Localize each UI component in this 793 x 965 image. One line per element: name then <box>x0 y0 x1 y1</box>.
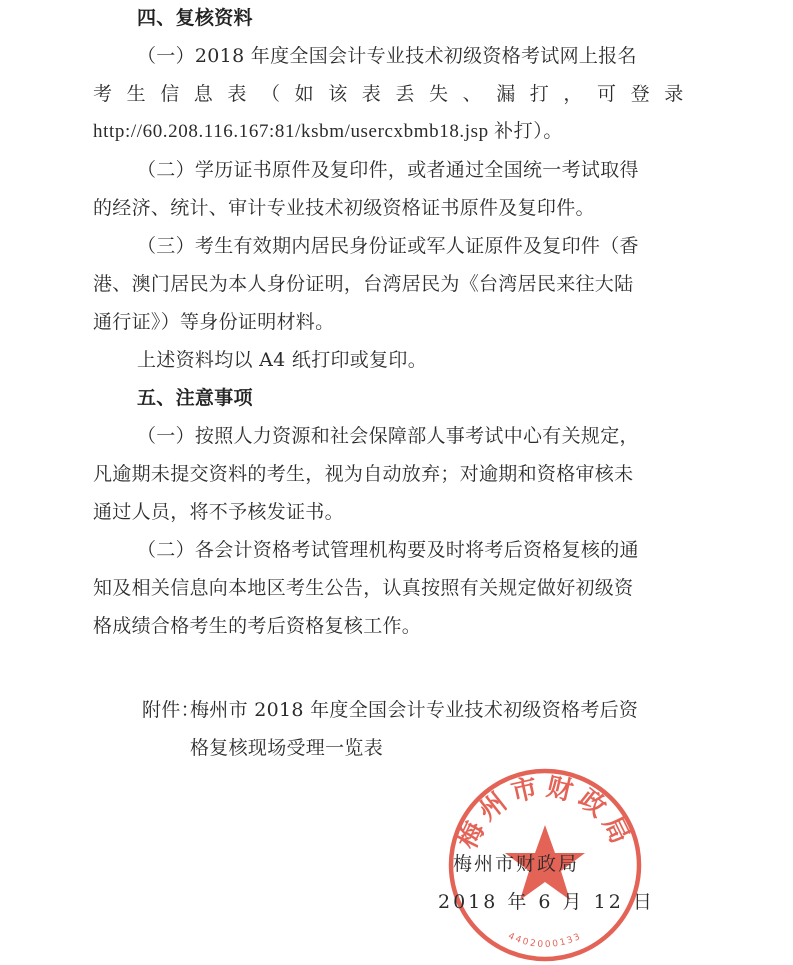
section-5-item-1-line-3: 通过人员，将不予核发证书。 <box>93 501 344 523</box>
section-4-item-1-line-1: （一）2018 年度全国会计专业技术初级资格考试网上报名 <box>137 45 637 67</box>
section-5-item-2-line-3: 格成绩合格考生的考后资格复核工作。 <box>93 615 422 637</box>
section-5-item-1-line-2: 凡逾期未提交资料的考生，视为自动放弃；对逾期和资格审核未 <box>93 463 634 485</box>
section-4-item-2-line-1: （二）学历证书原件及复印件，或者通过全国统一考试取得 <box>137 159 639 181</box>
section-5-item-2-line-1: （二）各会计资格考试管理机构要及时将考后资格复核的通 <box>137 539 639 561</box>
section-5-item-1-line-1: （一）按照人力资源和社会保障部人事考试中心有关规定， <box>137 425 639 447</box>
issuer-name: 梅州市财政局 <box>453 853 580 875</box>
section-5-heading: 五、注意事项 <box>137 387 253 409</box>
stamp-arc-text: 梅州市财政局 <box>452 771 638 854</box>
stamp-serial: 4402000133 <box>506 931 584 950</box>
attachment-line-2[interactable]: 格复核现场受理一览表 <box>190 737 384 759</box>
attachment-label: 附件： <box>142 699 200 721</box>
section-4-item-2-line-2: 的经济、统计、审计专业技术初级资格证书原件及复印件。 <box>93 197 595 219</box>
section-4-item-3-line-1: （三）考生有效期内居民身份证或军人证原件及复印件（香 <box>137 235 639 257</box>
section-4-item-3-line-3: 通行证》）等身份证明材料。 <box>93 311 335 333</box>
section-4-item-1-line-3-url: http://60.208.116.167:81/ksbm/usercxbmb18.jsp 补打）。 <box>93 121 563 142</box>
section-4-heading: 四、复核资料 <box>137 7 253 29</box>
section-4-item-3-line-2: 港、澳门居民为本人身份证明，台湾居民为《台湾居民来往大陆 <box>93 273 634 295</box>
section-5-item-2-line-2: 知及相关信息向本地区考生公告，认真按照有关规定做好初级资 <box>93 577 634 599</box>
attachment-line-1[interactable]: 梅州市 2018 年度全国会计专业技术初级资格考后资 <box>190 699 639 721</box>
section-4-note: 上述资料均以 A4 纸打印或复印。 <box>137 349 427 371</box>
issue-date: 2018 年 6 月 12 日 <box>438 891 655 913</box>
section-4-item-1-line-2: 考生信息表（如该表丢失、漏打，可登录 <box>93 83 698 105</box>
